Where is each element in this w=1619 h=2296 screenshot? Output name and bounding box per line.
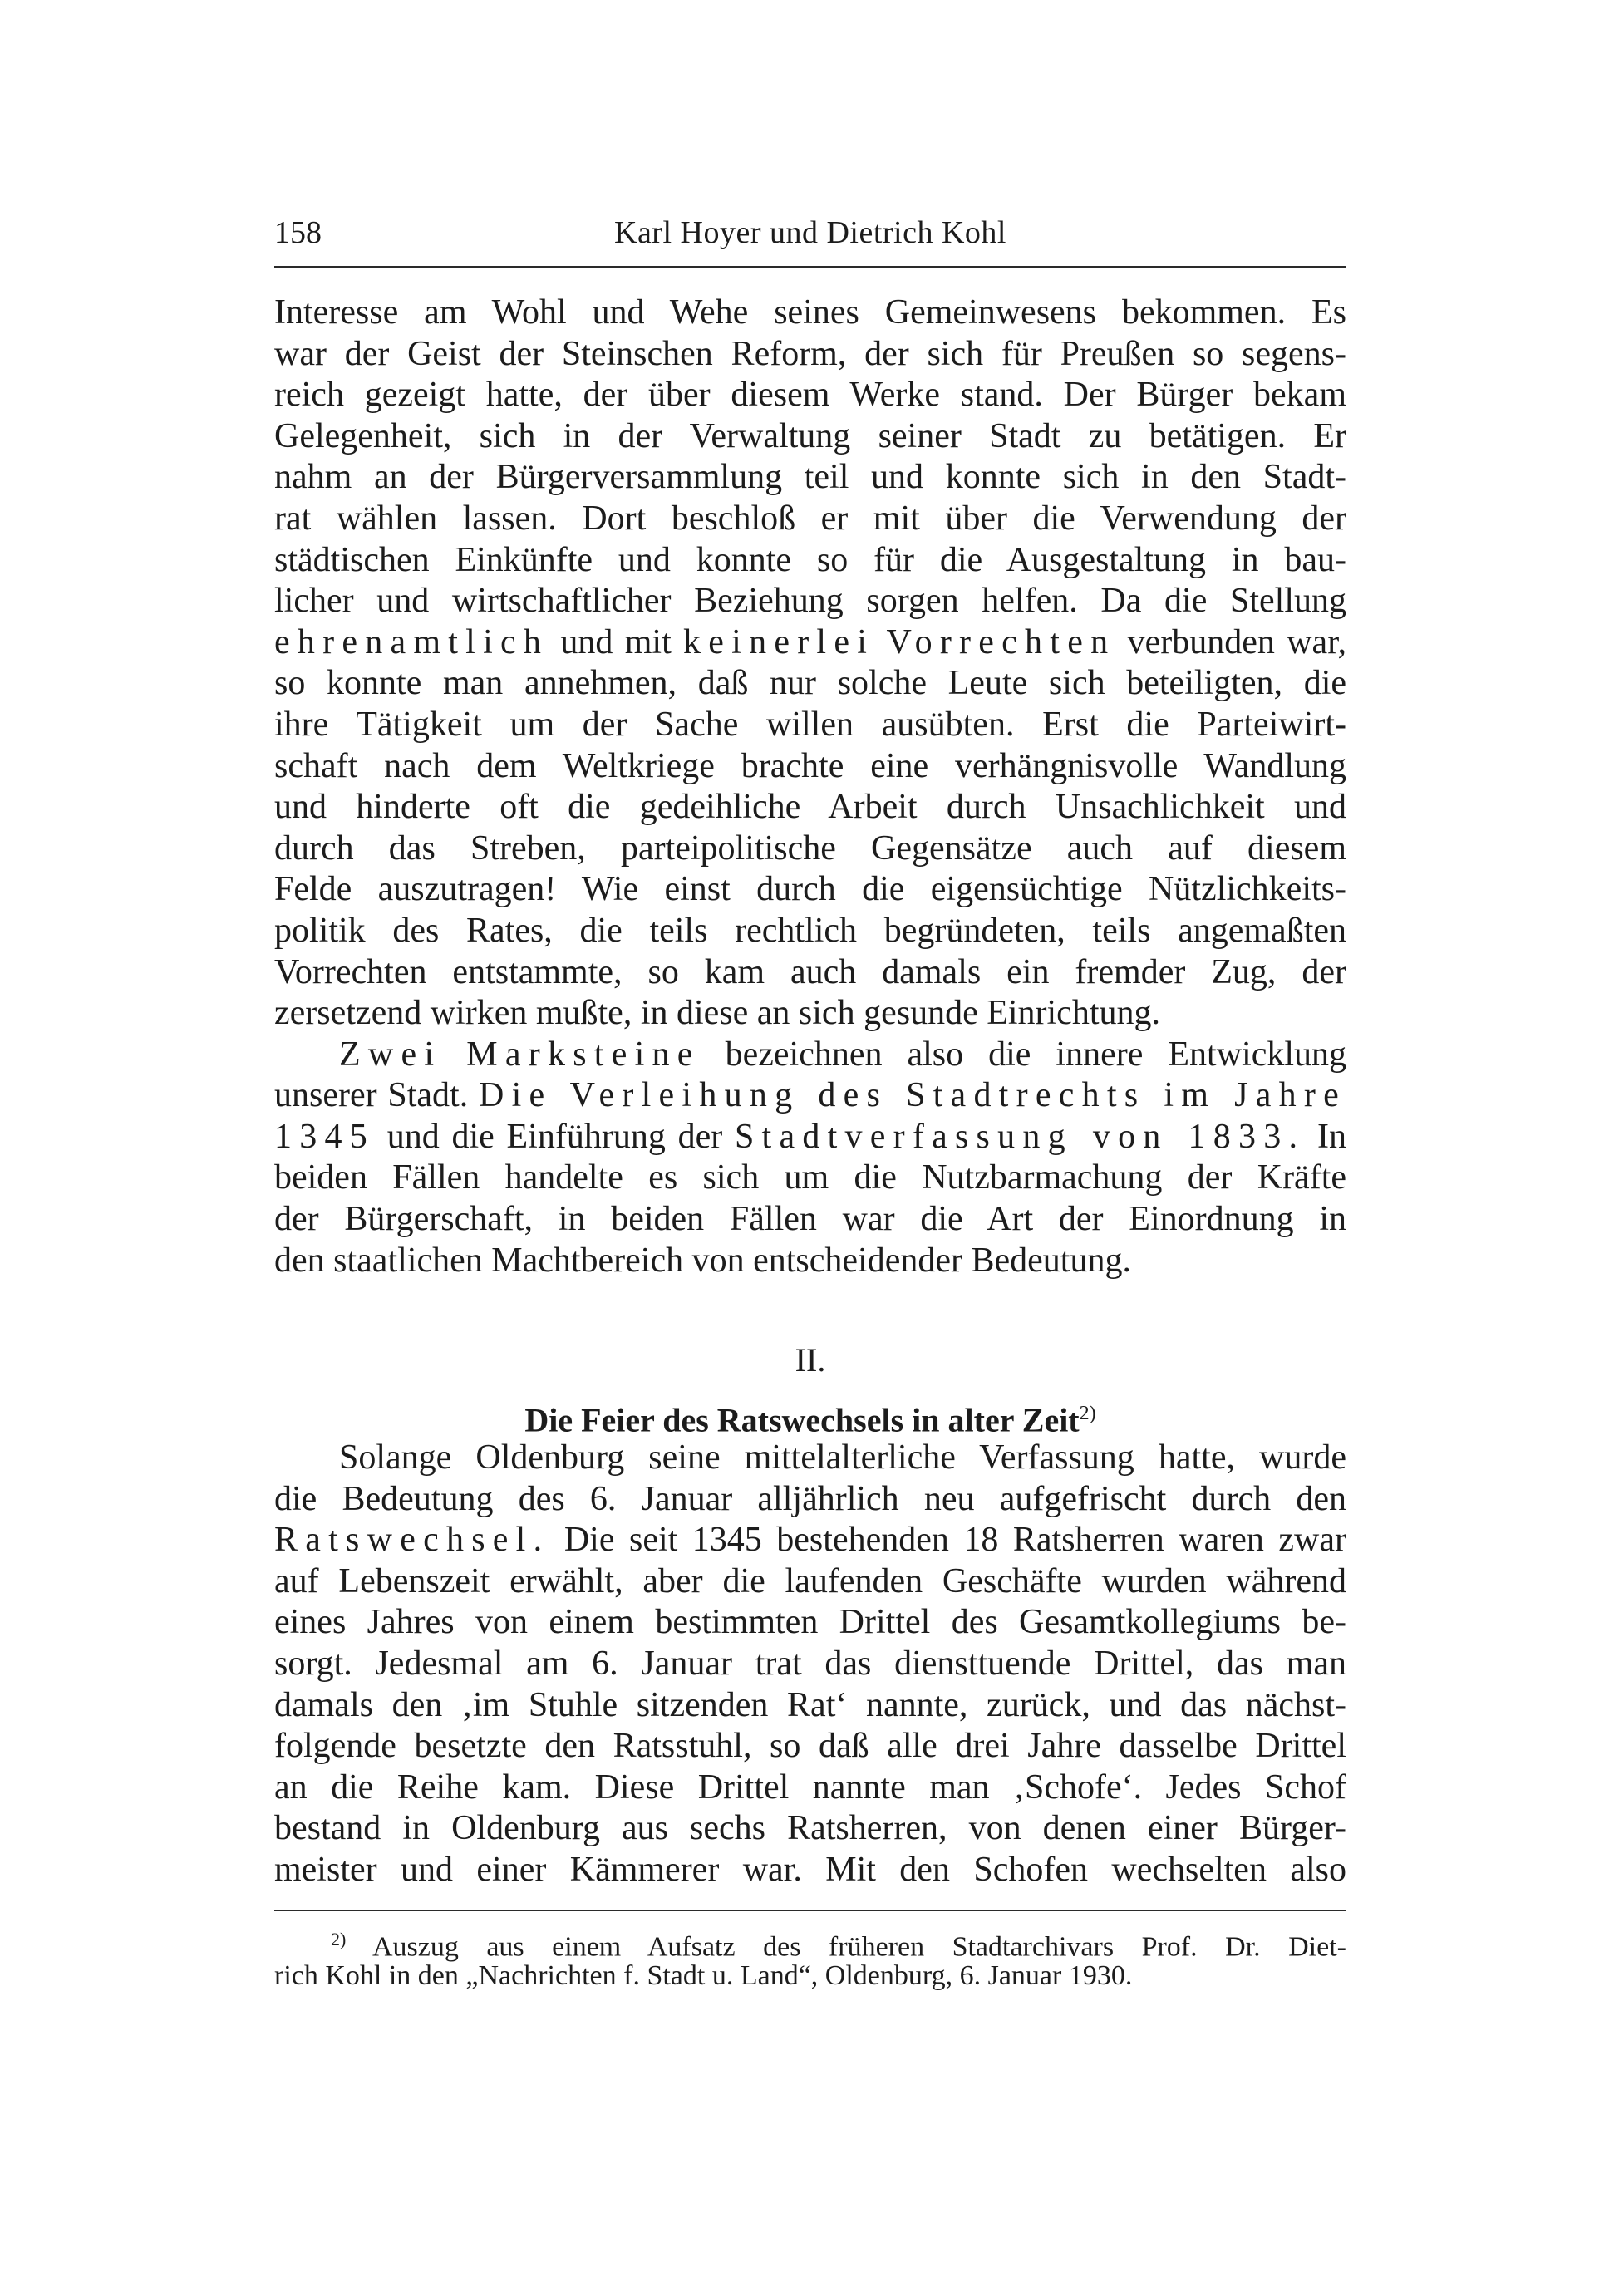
text-line: zersetzend wirken mußte, in diese an sich gesunde Einrichtung. [274, 994, 1160, 1033]
footnote-line [274, 1921, 1346, 1963]
page-number: 158 [274, 215, 322, 250]
text-span [874, 623, 886, 661]
text-line: war der Geist der Steinschen Reform, der sich für Preußen so segens- [274, 334, 1346, 373]
text-line: Solange Oldenburg seine mittelalterliche Verfassung hatte, wurde [339, 1438, 1346, 1477]
spaced-word: Stadtverfassung von 1833. [734, 1117, 1306, 1156]
text-line: rat wählen lassen. Dort beschloß er mit über die Verwendung der [274, 499, 1346, 538]
text-span: und mit [549, 622, 684, 661]
section-1-body [274, 293, 1346, 1281]
text-line: nahm an der Bürgerversammlung teil und konnte sich in den Stadt- [274, 458, 1346, 497]
spaced-word: Ratswechsel. [274, 1521, 550, 1560]
text-span: unserer Stadt. [274, 1076, 479, 1115]
text-line: eines Jahres von einem bestimmten Drittel des Gesamtkollegiums be- [274, 1603, 1346, 1642]
spaced-word: keinerlei [683, 622, 875, 661]
text-line: Interesse am Wohl und Wehe seines Gemeinwesens bekommen. Es [274, 293, 1346, 332]
header-rule [274, 266, 1346, 268]
text-span: Die seit 1345 bestehenden 18 Ratsherren waren zwar [549, 1521, 1346, 1560]
text-line: licher und wirtschaftlicher Beziehung sorgen helfen. Da die Stellung [274, 582, 1346, 621]
text-line [274, 1520, 1346, 1561]
text-line [274, 622, 1346, 664]
text-line: und hinderte oft die gedeihliche Arbeit durch Unsachlichkeit und [274, 788, 1346, 827]
footnote-reference: 2) [1079, 1403, 1096, 1424]
text-line [274, 1117, 1346, 1158]
text-line: Vorrechten entstammte, so kam auch damals ein fremder Zug, der [274, 952, 1346, 991]
spaced-word: ehrenamtlich [274, 622, 549, 661]
text-span: verbunden war, [1115, 622, 1346, 661]
text-line: folgende besetzte den Ratsstuhl, so daß alle drei Jahre dasselbe Drittel [274, 1727, 1346, 1766]
text-span: bezeichnen also die innere Entwicklung [700, 1035, 1346, 1074]
spaced-word: Marksteine [466, 1035, 701, 1074]
text-line: städtischen Einkünfte und konnte so für die Ausgestaltung in bau- [274, 540, 1346, 579]
text-line: damals den ‚im Stuhle sitzenden Rat‘ nannte, zurück, und das nächst- [274, 1685, 1346, 1724]
footnote [274, 1921, 1346, 1994]
text-line: so konnte man annehmen, daß nur solche Leute sich beteiligten, die [274, 664, 1346, 703]
text-line: politik des Rates, die teils rechtlich begründeten, teils angemaßten [274, 911, 1346, 950]
footnote-rule [274, 1910, 1346, 1911]
text-line: durch das Streben, parteipolitische Gegensätze auch auf diesem [274, 828, 1346, 868]
text-span: Auszug aus einem Aufsatz des früheren Stadtarchivars Prof. Dr. Diet- [346, 1931, 1346, 1963]
text-line: meister und einer Kämmerer war. Mit den Schofen wechselten also [274, 1850, 1346, 1889]
text-line: sorgt. Jedesmal am 6. Januar trat das diensttuende Drittel, das man [274, 1644, 1346, 1683]
spaced-word: Vorrechten [886, 622, 1116, 661]
text-line: reich gezeigt hatte, der über diesem Werke stand. Der Bürger bekam [274, 376, 1346, 415]
footnote-line: rich Kohl in den „Nachrichten f. Stadt u. Land“, Oldenburg, 6. Januar 1930. [274, 1960, 1133, 1991]
text-line: Gelegenheit, sich in der Verwaltung seiner Stadt zu betätigen. Er [274, 416, 1346, 455]
text-span: und die Einführung der [374, 1117, 735, 1156]
section-title-text: Die Feier des Ratswechsels in alter Zeit [524, 1401, 1080, 1439]
text-line: bestand in Oldenburg aus sechs Ratsherren, von denen einer Bürger- [274, 1809, 1346, 1848]
section-number: II. [795, 1341, 826, 1379]
text-line [274, 1075, 1346, 1117]
text-line: ihre Tätigkeit um der Sache willen ausübten. Erst die Parteiwirt- [274, 705, 1346, 744]
text-line: der Bürgerschaft, in beiden Fällen war die Art der Einordnung in [274, 1200, 1346, 1239]
footnote-mark: 2) [331, 1929, 347, 1949]
text-line: an die Reihe kam. Diese Drittel nannte man ‚Schofe‘. Jedes Schof [274, 1767, 1346, 1807]
spaced-word: Zwei [339, 1035, 442, 1074]
section-2-body [274, 1438, 1346, 1891]
text-span: In [1305, 1117, 1346, 1156]
text-line: den staatlichen Machtbereich von entscheidender Bedeutung. [274, 1241, 1131, 1280]
text-line: schaft nach dem Weltkriege brachte eine verhängnisvolle Wandlung [274, 746, 1346, 785]
text-line: die Bedeutung des 6. Januar alljährlich neu aufgefrischt durch den [274, 1479, 1346, 1518]
text-line: beiden Fällen handelte es sich um die Nutzbarmachung der Kräfte [274, 1158, 1346, 1197]
text-line: Felde auszutragen! Wie einst durch die eigensüchtige Nützlichkeits- [274, 870, 1346, 909]
spaced-word: Die Verleihung des Stadtrechts im Jahre [479, 1076, 1346, 1115]
text-line [274, 1035, 1346, 1076]
text-span [441, 1035, 466, 1074]
running-head: Karl Hoyer und Dietrich Kohl [614, 215, 1006, 250]
text-line: auf Lebenszeit erwählt, aber die laufenden Geschäfte wurden während [274, 1561, 1346, 1600]
page-header [274, 214, 1346, 264]
section-title [274, 1393, 1346, 1441]
spaced-word: 1345 [274, 1117, 375, 1156]
